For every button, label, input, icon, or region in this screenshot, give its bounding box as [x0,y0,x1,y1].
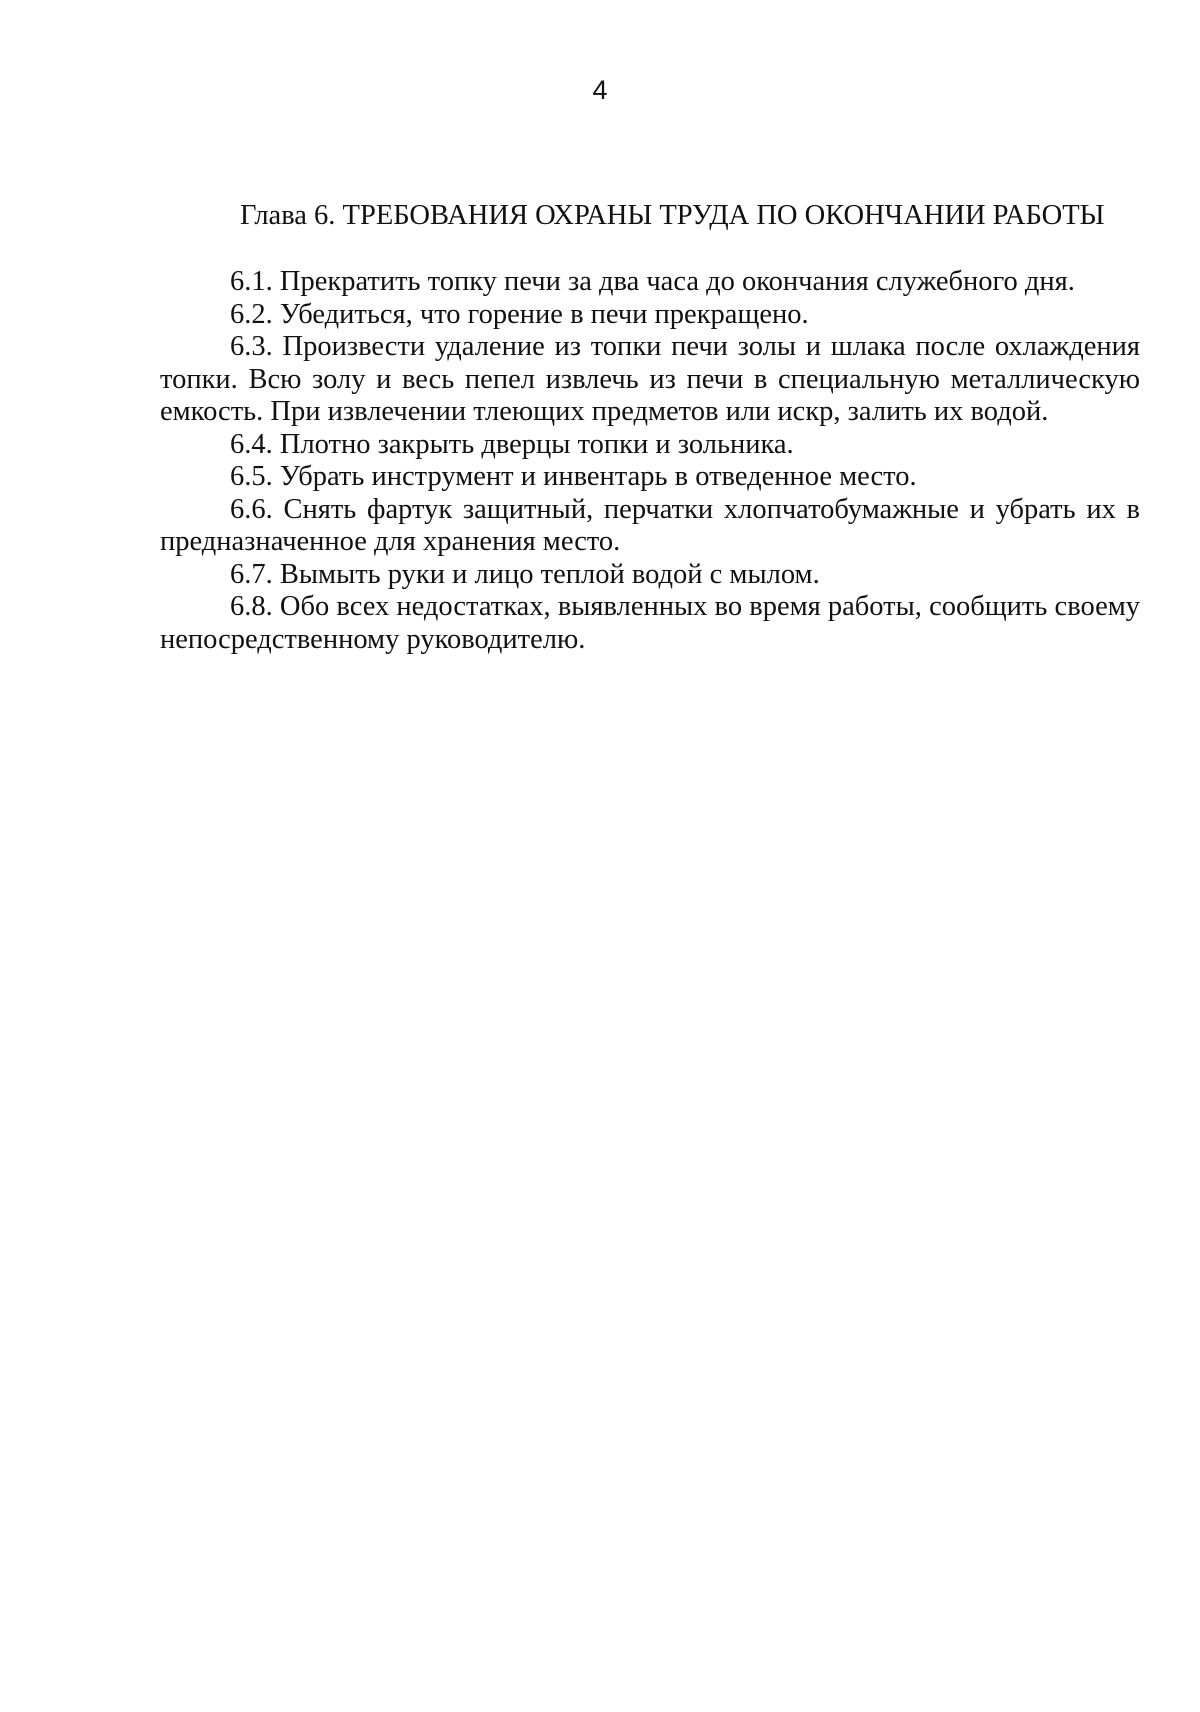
paragraph-6-2: 6.2. Убедиться, что горение в печи прекращено. [230,298,809,330]
paragraph-6-8: 6.8. Обо всех недостатках, выявленных во время работы, сообщить своему непосредственному руководителю. [160,591,1140,655]
chapter-title: Глава 6. ТРЕБОВАНИЯ ОХРАНЫ ТРУДА ПО ОКОНЧАНИИ РАБОТЫ [240,200,1105,231]
paragraph-6-1: 6.1. Прекратить топку печи за два часа до окончания служебного дня. [230,266,1075,297]
paragraph-6-5: 6.5. Убрать инструмент и инвентарь в отведенное место. [230,461,917,492]
chapter-body [160,266,1140,656]
paragraph-6-3: 6.3. Произвести удаление из топки печи золы и шлака после охлаждения топки. Всю золу и весь пепел извлечь из печи в специальную металлическую емкость. При извлечении тлеющих предметов или искр, залить их водой. [160,331,1140,427]
paragraph-6-6: 6.6. Снять фартук защитный, перчатки хлопчатобумажные и убрать их в предназначенное для хранения место. [160,493,1140,557]
page-number: 4 [592,75,608,105]
paragraph-6-7: 6.7. Вымыть руки и лицо теплой водой с мылом. [230,558,820,590]
paragraph-6-4: 6.4. Плотно закрыть дверцы топки и зольника. [230,428,794,460]
